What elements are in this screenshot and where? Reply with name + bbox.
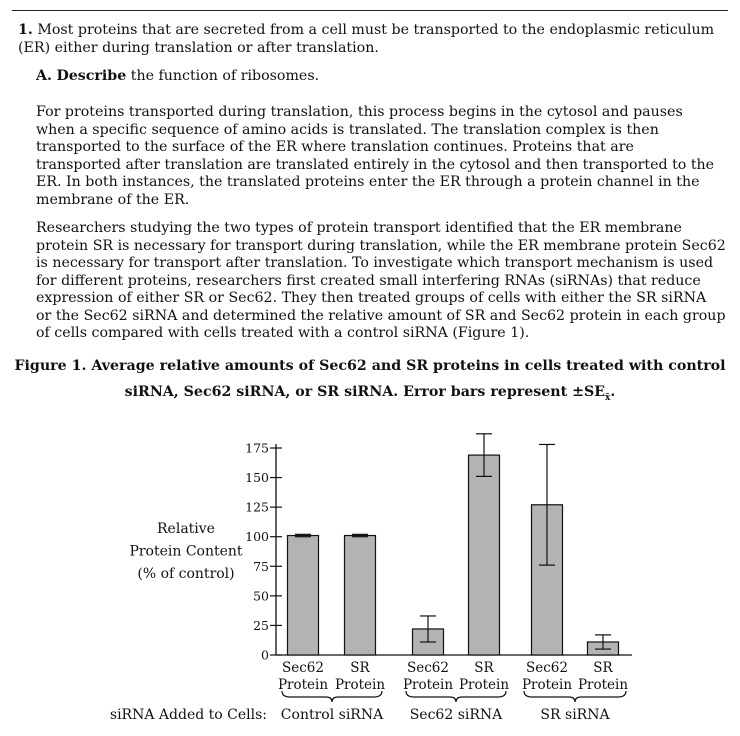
group-label: SR siRNA xyxy=(540,707,610,723)
y-tick-label: 100 xyxy=(245,529,269,545)
y-axis-label: Protein Content xyxy=(129,543,243,560)
y-tick-label: 50 xyxy=(253,588,269,604)
bar-label: Protein xyxy=(577,677,629,693)
y-tick-label: 150 xyxy=(245,470,269,486)
bar xyxy=(469,455,500,655)
question-number: 1. xyxy=(18,22,33,38)
y-tick-label: 125 xyxy=(245,499,269,515)
intro-text: Most proteins that are secreted from a cell must be transported to the endoplasmic reticulum (ER) either during translation or after translation. xyxy=(18,22,715,56)
group-label: Control siRNA xyxy=(280,707,384,723)
caption-subscript: x̄ xyxy=(605,392,611,403)
y-tick-label: 175 xyxy=(245,440,269,456)
paragraph-2: Researchers studying the two types of protein transport identified that the ER membrane protein SR is necessary for transport during translation, while the ER membrane protein Sec62 is necessary for transport after translation. To investigate which transport mechanism is used for different proteins, researchers first created small interfering RNAs (siRNAs) that reduce expression of either SR or Sec62. They then treated groups of cells with either the SR siRNA or the Sec62 siRNA and determined the relative amount of SR and Sec62 protein in each group of cells compared with cells treated with a control siRNA (Figure 1). xyxy=(36,220,726,341)
bar-label: Protein xyxy=(277,677,329,693)
bar-label: Sec62 xyxy=(282,660,324,676)
bar-label: SR xyxy=(593,660,613,676)
y-axis-label: Relative xyxy=(157,521,215,537)
bar-label: Protein xyxy=(521,677,573,693)
group-label: Sec62 siRNA xyxy=(409,707,503,723)
y-tick-label: 75 xyxy=(253,558,269,574)
caption-text: siRNA, Sec62 siRNA, or SR siRNA. Error bars represent ±SE xyxy=(124,384,606,400)
y-tick-label: 25 xyxy=(253,617,269,633)
bar-label: Protein xyxy=(334,677,386,693)
bar-label: Sec62 xyxy=(526,660,568,676)
bar xyxy=(288,536,319,655)
bar-label: SR xyxy=(350,660,370,676)
figure-caption-line1: Figure 1. Average relative amounts of Sec62 and SR proteins in cells treated with control xyxy=(14,358,726,374)
part-verb: Describe xyxy=(56,68,127,84)
caption-end: . xyxy=(610,384,616,400)
y-axis-label: (% of control) xyxy=(137,566,235,582)
bar-label: Protein xyxy=(458,677,510,693)
part-label: A. xyxy=(36,68,52,84)
group-axis-label: siRNA Added to Cells: xyxy=(109,707,267,723)
bar-label: Protein xyxy=(402,677,454,693)
bar xyxy=(345,536,376,655)
bar-label: Sec62 xyxy=(407,660,449,676)
paragraph-1: For proteins transported during translation, this process begins in the cytosol and pauses when a specific sequence of amino acids is translated. The translation complex is then transported to the surface of the ER where translation continues. Proteins that are transported after translation are translated entirely in the cytosol and then transported to the ER. In both instances, the translated proteins enter the ER through a protein channel in the membrane of the ER. xyxy=(36,104,715,208)
bar-label: SR xyxy=(474,660,494,676)
part-rest: the function of ribosomes. xyxy=(130,68,320,84)
y-tick-label: 0 xyxy=(261,647,269,663)
